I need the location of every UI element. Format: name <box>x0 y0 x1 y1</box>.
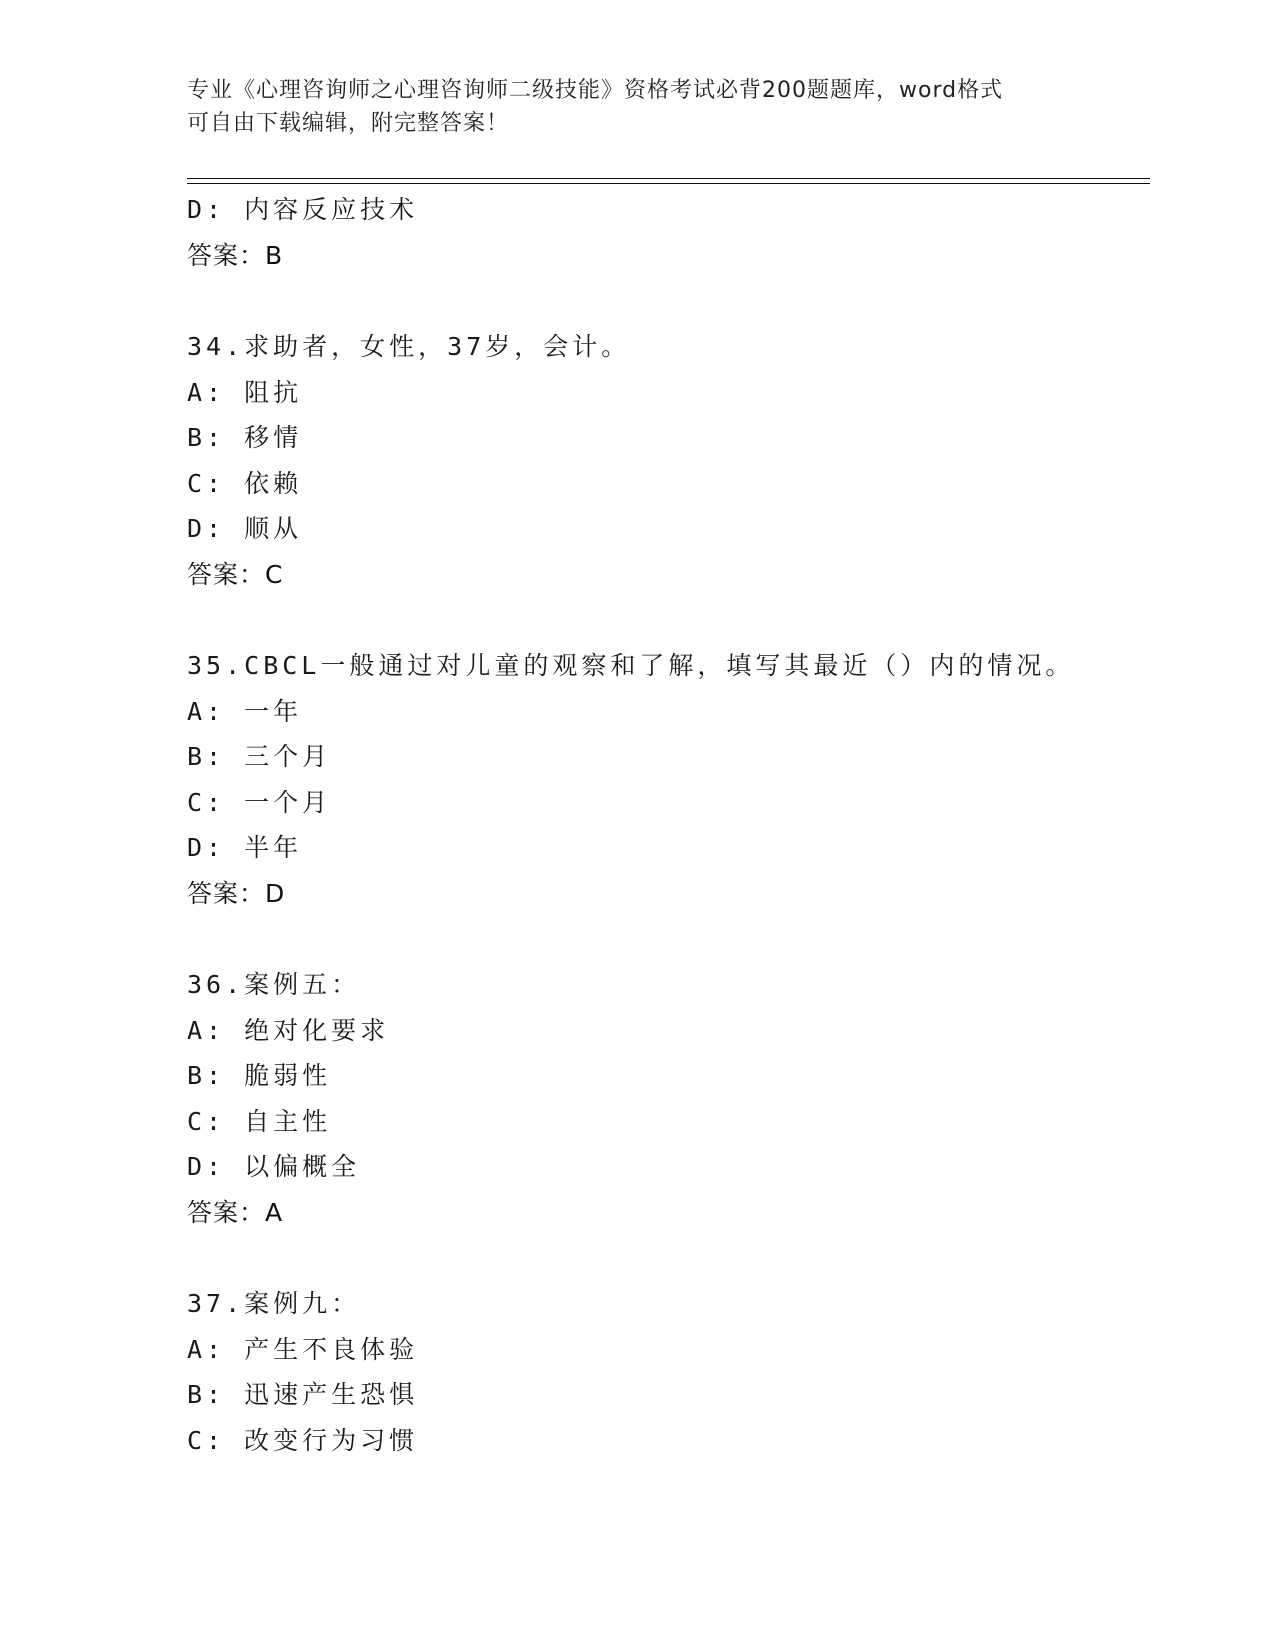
option-c: C: 一个月 <box>187 787 332 817</box>
option-d: D: 半年 <box>187 833 303 862</box>
header-title-line-2: 可自由下载编辑，附完整答案！ <box>187 111 510 136</box>
option-a: A: 一年 <box>187 696 303 726</box>
header-rule-top <box>187 178 1150 179</box>
option-a: A: 绝对化要求 <box>187 1015 390 1045</box>
answer-line: 答案：A <box>187 1197 284 1227</box>
option-d: D: 以偏概全 <box>187 1152 361 1181</box>
spacer <box>187 597 1137 643</box>
question-list <box>187 187 1137 1463</box>
option-b: B: 移情 <box>187 423 303 452</box>
option-a: A: 阻抗 <box>187 377 303 407</box>
question-stem: 37.案例九： <box>187 1289 361 1318</box>
header-rule-bottom <box>187 183 1150 184</box>
option-a: A: 产生不良体验 <box>187 1334 419 1364</box>
spacer <box>187 916 1137 962</box>
spacer <box>187 1235 1137 1281</box>
question-stem: 35.CBCL一般通过对儿童的观察和了解，填写其最近（）内的情况。 <box>187 651 1075 680</box>
header-title-line-1: 专业《心理咨询师之心理咨询师二级技能》资格考试必背200题题库，word格式 <box>187 78 1004 103</box>
question-stem: 34.求助者，女性，37岁，会计。 <box>187 332 631 361</box>
answer-line: 答案：B <box>187 240 284 270</box>
spacer <box>187 278 1137 324</box>
option-c: C: 依赖 <box>187 468 303 498</box>
option-b: B: 迅速产生恐惧 <box>187 1380 419 1409</box>
option-d: D: 顺从 <box>187 514 303 543</box>
question-stem: 36.案例五： <box>187 970 361 999</box>
question-34 <box>187 324 1137 597</box>
question-37 <box>187 1281 1137 1463</box>
question-35 <box>187 643 1137 916</box>
option-b: B: 脆弱性 <box>187 1061 332 1090</box>
answer-line: 答案：D <box>187 878 286 908</box>
option-c: C: 改变行为习惯 <box>187 1425 419 1455</box>
option-d: D: 内容反应技术 <box>187 195 419 224</box>
answer-line: 答案：C <box>187 559 284 589</box>
question-36 <box>187 962 1137 1235</box>
document-header <box>187 74 1087 140</box>
option-b: B: 三个月 <box>187 742 332 771</box>
option-c: C: 自主性 <box>187 1106 332 1136</box>
